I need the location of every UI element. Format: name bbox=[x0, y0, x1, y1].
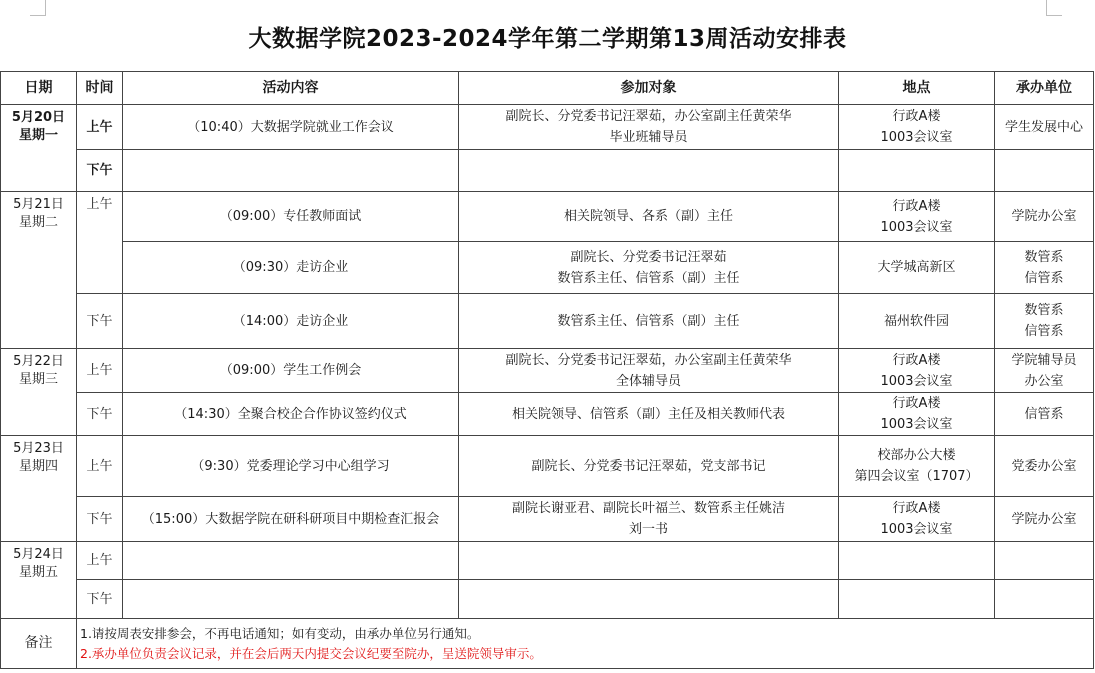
table-row bbox=[1, 393, 1094, 436]
empty-cell bbox=[459, 150, 839, 192]
empty-cell bbox=[123, 150, 459, 192]
day-cell-wednesday bbox=[1, 349, 77, 436]
day-weekday: 星期四 bbox=[18, 459, 58, 474]
table-row bbox=[1, 349, 1094, 393]
remark-line-2: 2.承办单位负责会议记录，并在会后两天内提交会议纪要至院办，呈送院领导审示。 bbox=[80, 645, 542, 661]
time-am: 上午 bbox=[77, 105, 123, 150]
remark-line-1: 1.请按周表安排参会，不再电话通知；如有变动，由承办单位另行通知。 bbox=[80, 625, 480, 641]
activity-organizer: 党委办公室 bbox=[995, 436, 1094, 497]
day-cell-tuesday bbox=[1, 192, 77, 349]
activity-content: （10:40）大数据学院就业工作会议 bbox=[123, 105, 459, 150]
day-weekday: 星期三 bbox=[18, 372, 58, 387]
activity-location: 校部办公大楼 第四会议室（1707） bbox=[839, 436, 995, 497]
time-pm: 下午 bbox=[77, 497, 123, 542]
activity-organizer: 学院办公室 bbox=[995, 192, 1094, 242]
activity-content: （09:00）专任教师面试 bbox=[123, 192, 459, 242]
empty-cell bbox=[123, 542, 459, 580]
time-pm: 下午 bbox=[77, 580, 123, 619]
remarks-content bbox=[77, 619, 1094, 669]
header-row bbox=[1, 72, 1094, 105]
table-row bbox=[1, 497, 1094, 542]
activity-location: 行政A楼 1003会议室 bbox=[839, 497, 995, 542]
header-time: 时间 bbox=[77, 72, 123, 105]
time-pm: 下午 bbox=[77, 393, 123, 436]
remarks-label: 备注 bbox=[1, 619, 77, 669]
activity-organizer: 数管系 信管系 bbox=[995, 294, 1094, 349]
empty-cell bbox=[995, 542, 1094, 580]
activity-participants: 数管系主任、信管系（副）主任 bbox=[459, 294, 839, 349]
activity-participants: 相关院领导、信管系（副）主任及相关教师代表 bbox=[459, 393, 839, 436]
table-row bbox=[1, 294, 1094, 349]
activity-participants: 副院长谢亚君、副院长叶福兰、数管系主任姚洁 刘一书 bbox=[459, 497, 839, 542]
activity-location: 行政A楼 1003会议室 bbox=[839, 393, 995, 436]
activity-organizer: 学生发展中心 bbox=[995, 105, 1094, 150]
empty-cell bbox=[459, 580, 839, 619]
table-row bbox=[1, 436, 1094, 497]
header-location: 地点 bbox=[839, 72, 995, 105]
time-pm: 下午 bbox=[77, 294, 123, 349]
activity-content: （09:30）走访企业 bbox=[123, 242, 459, 294]
page-corner-mark-left bbox=[30, 0, 46, 16]
schedule-table bbox=[0, 71, 1094, 669]
table-row bbox=[1, 580, 1094, 619]
table-row bbox=[1, 242, 1094, 294]
header-organizer: 承办单位 bbox=[995, 72, 1094, 105]
table-row bbox=[1, 542, 1094, 580]
activity-location: 行政A楼 1003会议室 bbox=[839, 105, 995, 150]
header-content: 活动内容 bbox=[123, 72, 459, 105]
time-am: 上午 bbox=[77, 349, 123, 393]
activity-location: 大学城高新区 bbox=[839, 242, 995, 294]
activity-content: （09:00）学生工作例会 bbox=[123, 349, 459, 393]
activity-participants: 副院长、分党委书记汪翠茹，办公室副主任黄荣华 全体辅导员 bbox=[459, 349, 839, 393]
activity-organizer: 学院辅导员 办公室 bbox=[995, 349, 1094, 393]
activity-organizer: 数管系 信管系 bbox=[995, 242, 1094, 294]
activity-organizer: 学院办公室 bbox=[995, 497, 1094, 542]
day-date: 5月20日 bbox=[11, 110, 66, 125]
activity-participants: 相关院领导、各系（副）主任 bbox=[459, 192, 839, 242]
day-cell-friday bbox=[1, 542, 77, 619]
empty-cell bbox=[459, 542, 839, 580]
activity-content: （15:00）大数据学院在研科研项目中期检查汇报会 bbox=[123, 497, 459, 542]
empty-cell bbox=[123, 580, 459, 619]
time-am: 上午 bbox=[77, 436, 123, 497]
activity-participants: 副院长、分党委书记汪翠茹 数管系主任、信管系（副）主任 bbox=[459, 242, 839, 294]
day-date: 5月23日 bbox=[13, 441, 64, 456]
remarks-row bbox=[1, 619, 1094, 669]
page-corner-mark-right bbox=[1046, 0, 1062, 16]
activity-organizer: 信管系 bbox=[995, 393, 1094, 436]
activity-content: （14:30）全聚合校企合作协议签约仪式 bbox=[123, 393, 459, 436]
empty-cell bbox=[995, 150, 1094, 192]
activity-content: （14:00）走访企业 bbox=[123, 294, 459, 349]
day-weekday: 星期一 bbox=[18, 128, 58, 143]
day-cell-thursday bbox=[1, 436, 77, 542]
empty-cell bbox=[839, 542, 995, 580]
table-row bbox=[1, 150, 1094, 192]
table-row bbox=[1, 105, 1094, 150]
empty-cell bbox=[839, 580, 995, 619]
day-date: 5月21日 bbox=[13, 197, 64, 212]
time-pm: 下午 bbox=[77, 150, 123, 192]
day-cell-monday bbox=[1, 105, 77, 192]
time-am: 上午 bbox=[77, 542, 123, 580]
activity-participants: 副院长、分党委书记汪翠茹，党支部书记 bbox=[459, 436, 839, 497]
table-row bbox=[1, 192, 1094, 242]
empty-cell bbox=[839, 150, 995, 192]
activity-participants: 副院长、分党委书记汪翠茹，办公室副主任黄荣华 毕业班辅导员 bbox=[459, 105, 839, 150]
header-participants: 参加对象 bbox=[459, 72, 839, 105]
activity-content: （9:30）党委理论学习中心组学习 bbox=[123, 436, 459, 497]
day-date: 5月24日 bbox=[13, 547, 64, 562]
time-am: 上午 bbox=[77, 192, 123, 294]
day-weekday: 星期二 bbox=[18, 215, 58, 230]
day-date: 5月22日 bbox=[13, 354, 64, 369]
empty-cell bbox=[995, 580, 1094, 619]
activity-location: 行政A楼 1003会议室 bbox=[839, 192, 995, 242]
page-title: 大数据学院2023-2024学年第二学期第13周活动安排表 bbox=[248, 26, 847, 52]
activity-location: 福州软件园 bbox=[839, 294, 995, 349]
header-date: 日期 bbox=[1, 72, 77, 105]
activity-location: 行政A楼 1003会议室 bbox=[839, 349, 995, 393]
day-weekday: 星期五 bbox=[18, 565, 58, 580]
